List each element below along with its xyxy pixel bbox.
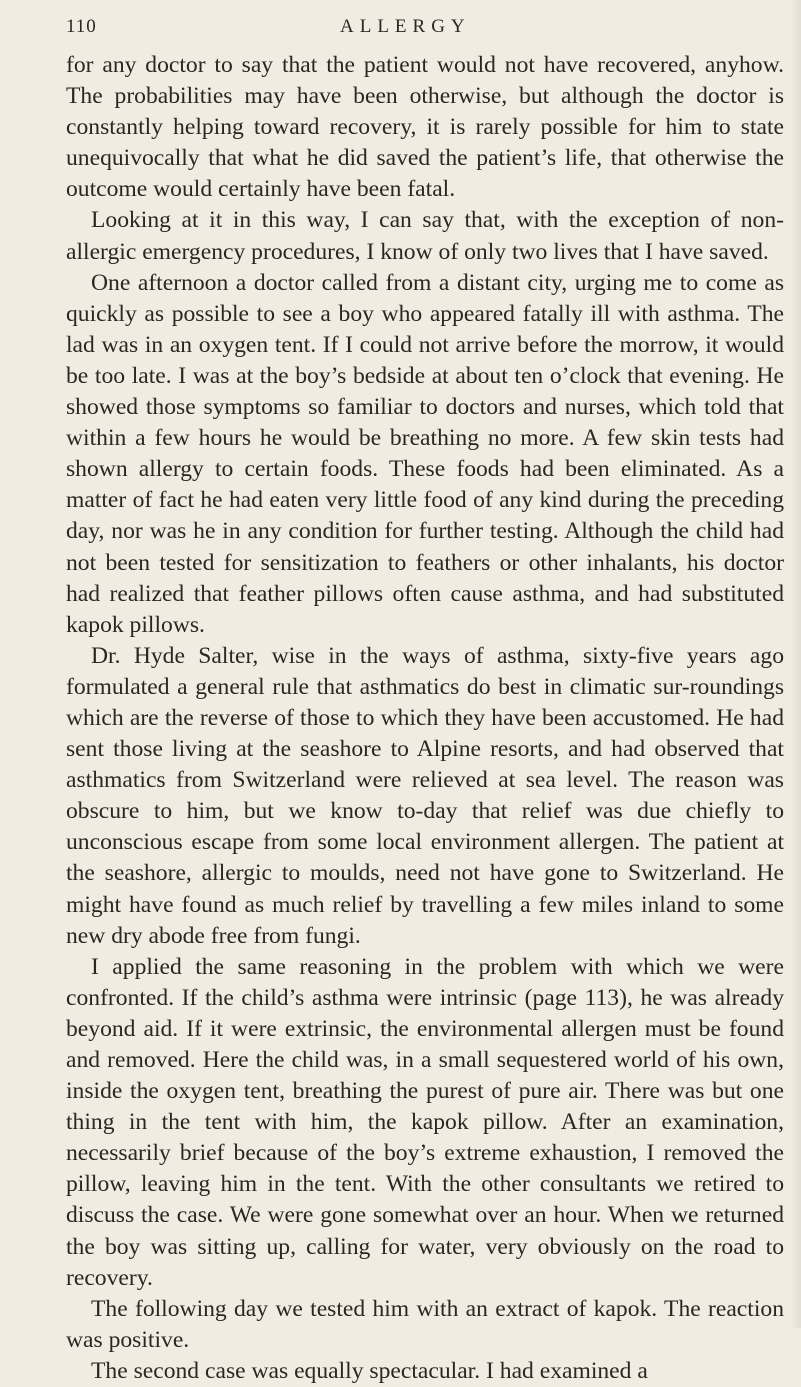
paragraph: Dr. Hyde Salter, wise in the ways of asthma, sixty-five years ago formulated a general rule that asthmatics do best in climatic sur-roundings which are the reverse of those to which they have been accustomed. He had sent those living at the seashore to Alpine resorts, and had observed that asthmatics from Switzerland were relieved at sea level. The reason was obscure to him, but we know to-day that relief was due chiefly to unconscious escape from some local environment allergen. The patient at the seashore, allergic to moulds, need not have gone to Switzerland. He might have found as much relief by travelling a few miles inland to some new dry abode free from fungi. xyxy=(66,642,784,949)
body-text xyxy=(66,50,784,1387)
paragraph: Looking at it in this way, I can say that, with the exception of non-allergic emergency procedures, I know of only two lives that I have saved. xyxy=(66,207,784,265)
paragraph: One afternoon a doctor called from a distant city, urging me to come as quickly as possible to see a boy who appeared fatally ill with asthma. The lad was in an oxygen tent. If I could not arrive before the morrow, it would be too late. I was at the boy’s bedside at about ten o’clock that evening. He showed those symptoms so familiar to doctors and nurses, which told that within a few hours he would be breathing no more. A few skin tests had shown allergy to certain foods. These foods had been eliminated. As a matter of fact he had eaten very little food of any kind during the preceding day, nor was he in any condition for further testing. Although the child had not been tested for sensitization to feathers or other inhalants, his doctor had realized that feather pillows often cause asthma, and had substituted kapok pillows. xyxy=(66,269,784,638)
paragraph-continued: for any doctor to say that the patient would not have recovered, anyhow. The probabilities may have been otherwise, but although the doctor is constantly helping toward recovery, it is rarely possible for him to state unequivocally that what he did saved the patient’s life, that otherwise the outcome would certainly have been fatal. xyxy=(66,52,784,203)
paragraph: The second case was equally spectacular. I had examined a xyxy=(91,1357,648,1384)
paragraph: The following day we tested him with an extract of kapok. The reaction was positive. xyxy=(66,1295,784,1353)
running-head xyxy=(66,14,783,50)
running-title: ALLERGY xyxy=(340,16,471,37)
page-number: 110 xyxy=(66,16,97,37)
paragraph: I applied the same reasoning in the problem with which we were confronted. If the child’s asthma were intrinsic (page 113), he was already beyond aid. If it were extrinsic, the environmental allergen must be found and removed. Here the child was, in a small sequestered world of his own, inside the oxygen tent, breathing the purest of pure air. There was but one thing in the tent with him, the kapok pillow. After an examination, necessarily brief because of the boy’s extreme exhaustion, I removed the pillow, leaving him in the tent. With the other consultants we retired to discuss the case. We were gone somewhat over an hour. When we returned the boy was sitting up, calling for water, very obviously on the road to recovery. xyxy=(66,953,784,1291)
